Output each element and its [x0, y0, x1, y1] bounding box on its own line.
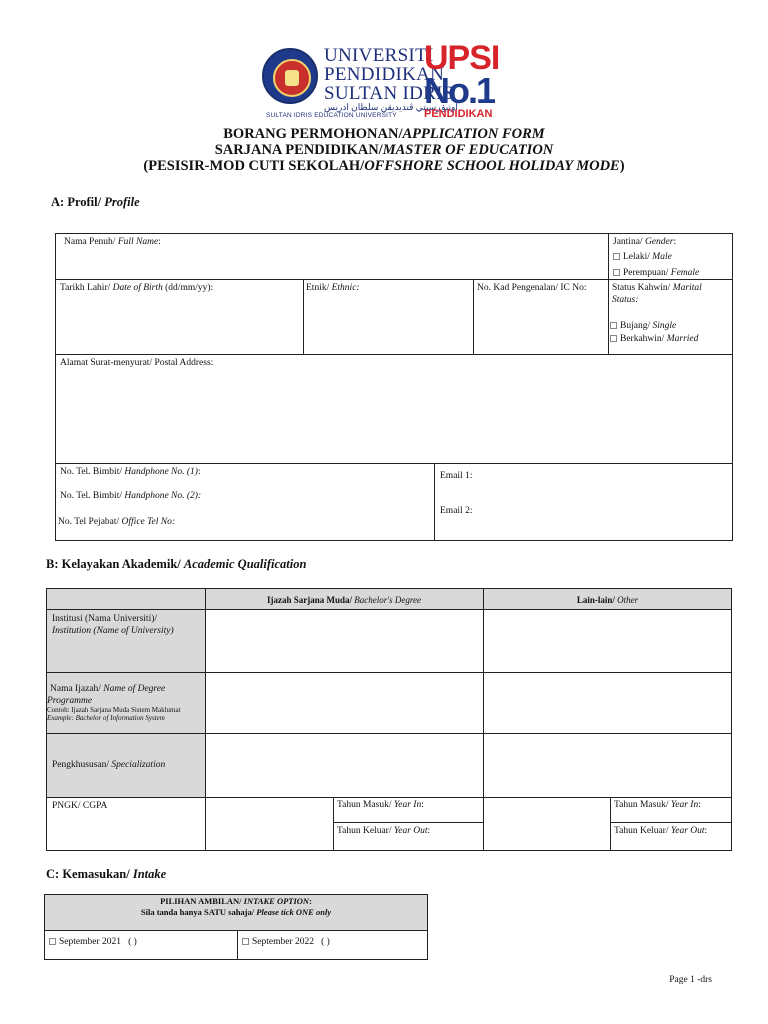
university-name: UNIVERSITI PENDIDIKAN SULTAN IDRIS	[324, 45, 454, 104]
year-in-label-bachelor: Tahun Masuk/ Year In:	[337, 800, 424, 810]
handphone2-label: No. Tel. Bimbit/ Handphone No. (2):	[60, 491, 202, 501]
marital-single-option[interactable]: Bujang/ Single	[610, 320, 676, 332]
checkbox-icon[interactable]	[242, 938, 249, 945]
page-number: Page 1 -drs	[669, 975, 712, 985]
section-c-title: C: Kemasukan/ Intake	[46, 867, 167, 881]
year-out-label-other: Tahun Keluar/ Year Out:	[614, 826, 708, 836]
cgpa-label: PNGK/ CGPA	[52, 801, 108, 811]
intake-option-sep-2022[interactable]: September 2022 ( )	[242, 936, 330, 948]
intake-option-sep-2021[interactable]: September 2021 ( )	[49, 936, 137, 948]
col-other-header: Lain-lain/ Other	[576, 595, 639, 605]
university-name-jawi: اونيۏرسيتي ڤنديديقن سلطان ادريس	[324, 102, 458, 112]
marital-label-2: Status:	[612, 295, 639, 305]
office-tel-label: No. Tel Pejabat/ Office Tel No:	[58, 517, 176, 527]
year-out-label-bachelor: Tahun Keluar/ Year Out:	[337, 826, 431, 836]
marital-label: Status Kahwin/ Marital	[612, 283, 702, 293]
dob-label: Tarikh Lahir/ Date of Birth (dd/mm/yy):	[60, 283, 214, 293]
checkbox-icon[interactable]	[613, 253, 620, 260]
degree-example-en: Example: Bachelor of Information System	[47, 714, 165, 722]
checkbox-icon[interactable]	[613, 269, 620, 276]
section-b-title: B: Kelayakan Akademik/ Academic Qualification	[46, 557, 307, 571]
degree-label: Nama Ijazah/ Name of Degree	[50, 684, 166, 694]
form-title: BORANG PERMOHONAN/APPLICATION FORM SARJANA PENDIDIKAN/MASTER OF EDUCATION (PESISIR-MOD CUTI SEKOLAH/OFFSHORE SCHOOL HOLIDAY MODE)	[143, 126, 625, 174]
gender-label: Jantina/ Gender:	[613, 237, 677, 247]
full-name-label: Nama Penuh/ Full Name:	[64, 237, 161, 247]
gender-female-option[interactable]: Perempuan/ Female	[613, 267, 699, 279]
university-name-en: SULTAN IDRIS EDUCATION UNIVERSITY	[266, 112, 397, 119]
ethnic-label: Etnik/ Ethnic:	[306, 283, 360, 293]
university-logo	[262, 39, 502, 122]
specialization-label: Pengkhususan/ Specialization	[52, 760, 166, 770]
email1-label: Email 1:	[440, 471, 473, 481]
ic-label: No. Kad Pengenalan/ IC No:	[477, 283, 587, 293]
checkbox-icon[interactable]	[610, 335, 617, 342]
address-label: Alamat Surat-menyurat/ Postal Address:	[60, 358, 214, 368]
gender-male-option[interactable]: Lelaki/ Male	[613, 251, 672, 263]
institution-label: Institusi (Nama Universiti)/ Institution (Name of University)	[52, 614, 174, 636]
badge-pendidikan: PENDIDIKAN	[424, 108, 493, 120]
university-seal-icon	[262, 48, 318, 104]
checkbox-icon[interactable]	[610, 322, 617, 329]
checkbox-icon[interactable]	[49, 938, 56, 945]
section-a-title: A: Profil/ Profile	[51, 195, 140, 209]
intake-header: PILIHAN AMBILAN/ INTAKE OPTION: Sila tanda hanya SATU sahaja/ Please tick ONE only	[140, 896, 332, 917]
email2-label: Email 2:	[440, 506, 473, 516]
degree-label-2: Programme	[47, 696, 93, 706]
year-in-label-other: Tahun Masuk/ Year In:	[614, 800, 701, 810]
marital-married-option[interactable]: Berkahwin/ Married	[610, 333, 698, 345]
col-bachelor-header: Ijazah Sarjana Muda/ Bachelor's Degree	[266, 595, 422, 605]
badge-no1: No.1	[424, 70, 495, 111]
handphone1-label: No. Tel. Bimbit/ Handphone No. (1):	[60, 467, 201, 477]
badge-upsi: UPSI	[424, 39, 500, 77]
degree-example-ms: Contoh: Ijazah Sarjana Muda Sistem Maklumat	[47, 706, 181, 714]
